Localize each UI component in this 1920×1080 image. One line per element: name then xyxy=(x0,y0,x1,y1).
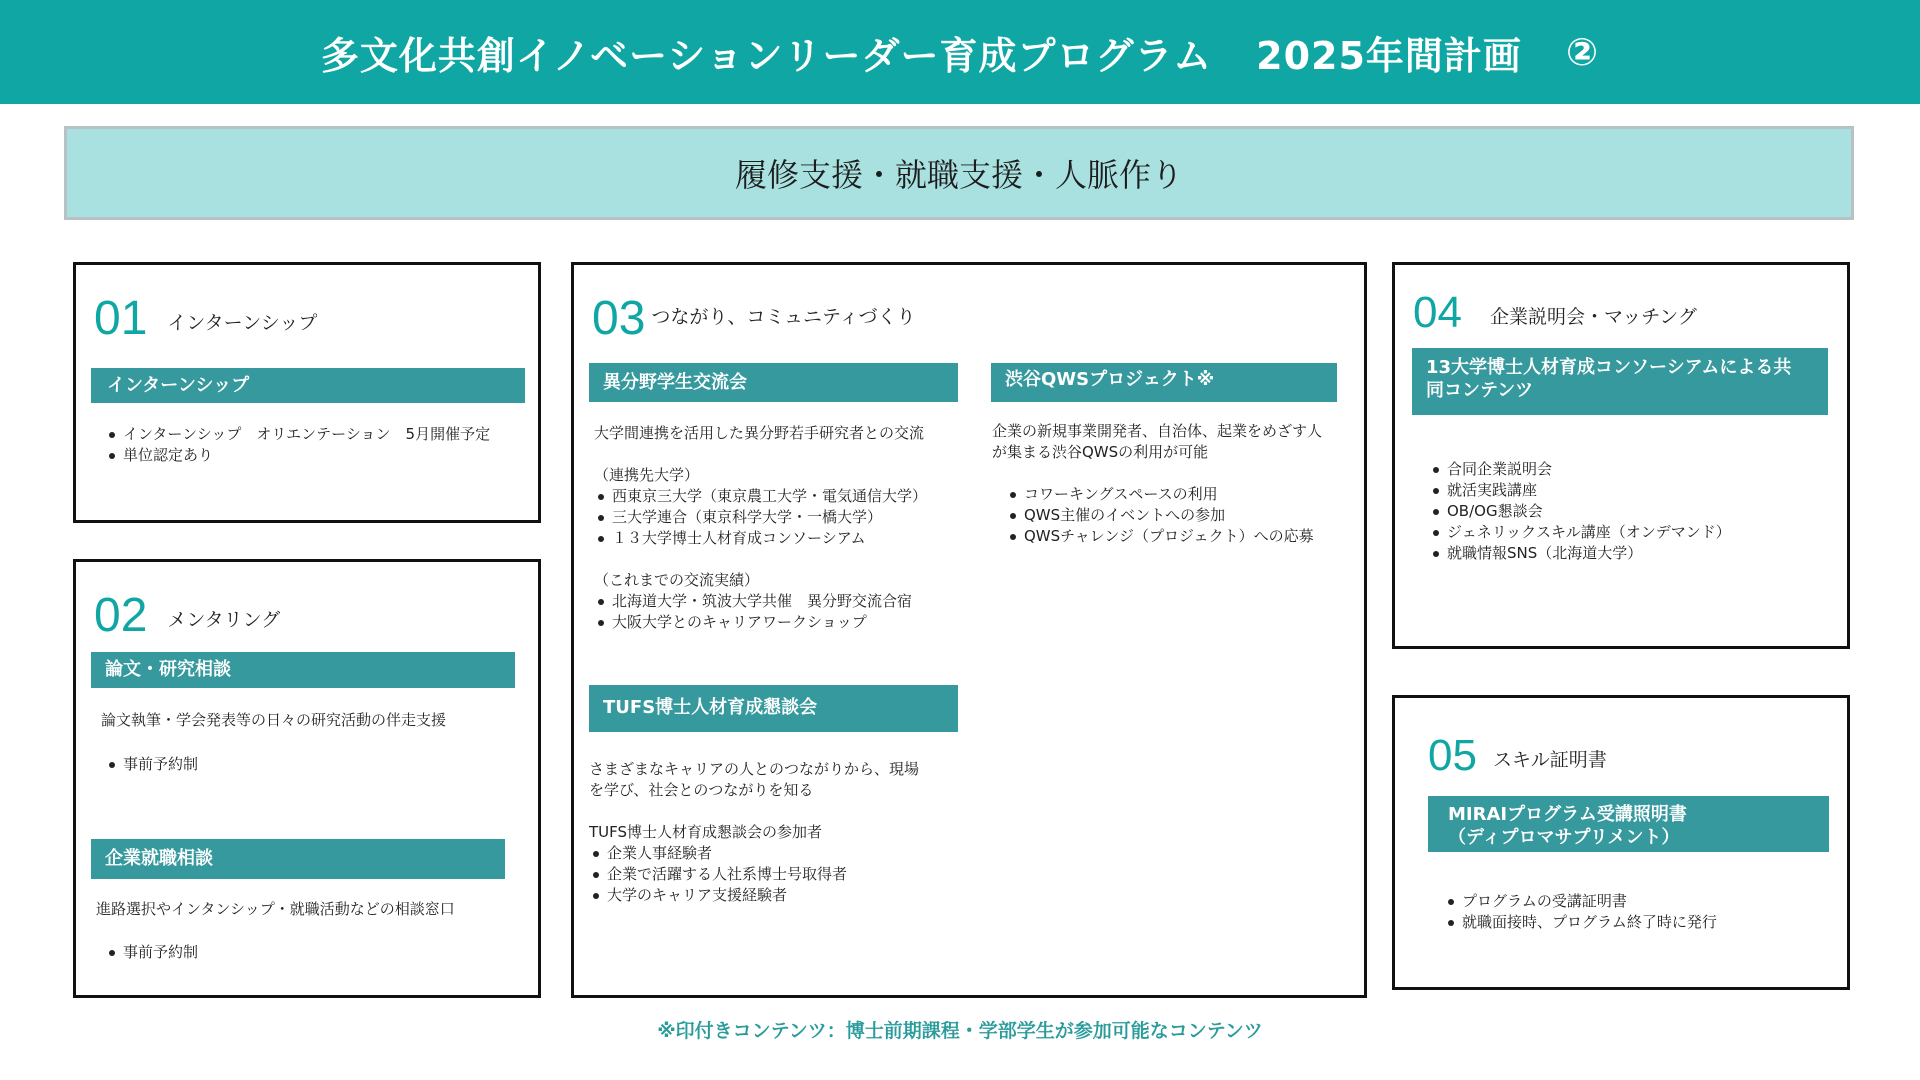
section-number: 05 xyxy=(1428,731,1477,780)
list-item: 三大学連合（東京科学大学・一橋大学） xyxy=(598,507,974,528)
section-title: つながり、コミュニティづくり xyxy=(651,306,916,328)
list-item: 事前予約制 xyxy=(109,942,511,963)
description-text: さまざまなキャリアの人とのつながりから、現場 xyxy=(589,760,920,778)
list-item: 就職情報SNS（北海道大学） xyxy=(1433,543,1835,564)
category-bar xyxy=(1412,348,1828,415)
item-list xyxy=(1415,459,1835,564)
page-number-badge: ② xyxy=(1565,30,1600,74)
section-header xyxy=(592,292,916,345)
description: 論文執筆・学会発表等の日々の研究活動の伴走支援 xyxy=(101,711,447,729)
year-plan: 2025年間計画 xyxy=(1256,33,1522,78)
panel-internship xyxy=(73,262,541,523)
section-title: スキル証明書 xyxy=(1492,749,1607,771)
list-item: 大阪大学とのキャリアワークショップ xyxy=(598,612,974,633)
category-bar: 論文・研究相談 xyxy=(91,652,515,688)
description-text: が集まる渋谷QWSの利用が可能 xyxy=(992,443,1209,461)
partners-label: （連携先大学） xyxy=(594,466,700,484)
list-item: 就職面接時、プログラム終了時に発行 xyxy=(1448,912,1840,933)
list-item: QWSチャレンジ（プロジェクト）への応募 xyxy=(1010,526,1352,547)
list-item: QWS主催のイベントへの参加 xyxy=(1010,505,1352,526)
description xyxy=(992,421,1352,547)
page-title-bar xyxy=(0,0,1920,104)
section-header xyxy=(1413,288,1697,337)
panel-matching xyxy=(1392,262,1850,649)
list-item: 事前予約制 xyxy=(109,754,511,775)
panel-mentoring xyxy=(73,559,541,998)
category-bar xyxy=(1428,796,1829,852)
list-item: 企業で活躍する人社系博士号取得者 xyxy=(593,864,969,885)
category-bar: インターンシップ xyxy=(91,368,525,403)
results-label: （これまでの交流実績） xyxy=(594,571,760,589)
category-bar: 企業就職相談 xyxy=(91,839,505,879)
section-number: 03 xyxy=(592,292,646,345)
section-number: 02 xyxy=(94,589,148,642)
category-bar-text: （ディプロマサプリメント） xyxy=(1448,827,1680,849)
category-bar-text: 13大学博士人材育成コンソーシアムによる共 xyxy=(1426,357,1792,378)
list-item: 北海道大学・筑波大学共催 異分野交流合宿 xyxy=(598,591,974,612)
list-item: 西東京三大学（東京農工大学・電気通信大学） xyxy=(598,486,974,507)
section-header xyxy=(94,292,318,345)
description-text: を学び、社会とのつながりを知る xyxy=(589,781,814,799)
list-item: インターンシップ オリエンテーション 5月開催予定 xyxy=(109,424,531,445)
list-item: 合同企業説明会 xyxy=(1433,459,1835,480)
list-item: 企業人事経験者 xyxy=(593,843,969,864)
item-list xyxy=(91,424,531,466)
panel-community xyxy=(571,262,1367,998)
list-item: プログラムの受講証明書 xyxy=(1448,891,1840,912)
description-text: 企業の新規事業開発者、自治体、起業をめざす人 xyxy=(992,422,1323,440)
subheading-banner xyxy=(64,126,1854,220)
list-item: コワーキングスペースの利用 xyxy=(1010,484,1352,505)
panel-skill-certificate xyxy=(1392,695,1850,990)
section-number: 01 xyxy=(94,292,148,345)
section-title: メンタリング xyxy=(167,609,281,631)
category-bar: 異分野学生交流会 xyxy=(589,363,958,402)
list-item: OB/OG懇談会 xyxy=(1433,501,1835,522)
item-list xyxy=(1430,891,1840,933)
list-item: 大学のキャリア支援経験者 xyxy=(593,885,969,906)
list-item: 就活実践講座 xyxy=(1433,480,1835,501)
item-list xyxy=(91,754,511,775)
section-header xyxy=(94,589,281,642)
description xyxy=(594,423,974,633)
list-item: ジェネリックスキル講座（オンデマンド） xyxy=(1433,522,1835,543)
description-text: 大学間連携を活用した異分野若手研究者との交流 xyxy=(594,424,925,442)
category-bar: TUFS博士人材育成懇談会 xyxy=(589,685,958,732)
section-title: インターンシップ xyxy=(167,312,318,334)
category-bar-text: MIRAIプログラム受講照明書 xyxy=(1448,804,1687,825)
section-title: 企業説明会・マッチング xyxy=(1489,306,1697,328)
list-item: １３大学博士人材育成コンソーシアム xyxy=(598,528,974,549)
footnote: ※印付きコンテンツ：博士前期課程・学部学生が参加可能なコンテンツ xyxy=(657,1020,1263,1042)
section-number: 04 xyxy=(1413,288,1462,337)
description: 進路選択やインタンシップ・就職活動などの相談窓口 xyxy=(96,900,455,918)
list-item: 単位認定あり xyxy=(109,445,531,466)
subheading-text: 履修支援・就職支援・人脈作り xyxy=(734,156,1183,194)
category-bar: 渋谷QWSプロジェクト※ xyxy=(991,363,1337,402)
item-list xyxy=(91,942,511,963)
page-title: 多文化共創イノベーションリーダー育成プログラム xyxy=(320,33,1213,78)
description xyxy=(589,759,969,906)
participants-label: TUFS博士人材育成懇談会の参加者 xyxy=(589,823,823,841)
section-header xyxy=(1428,731,1607,780)
category-bar-text: 同コンテンツ xyxy=(1426,380,1534,402)
